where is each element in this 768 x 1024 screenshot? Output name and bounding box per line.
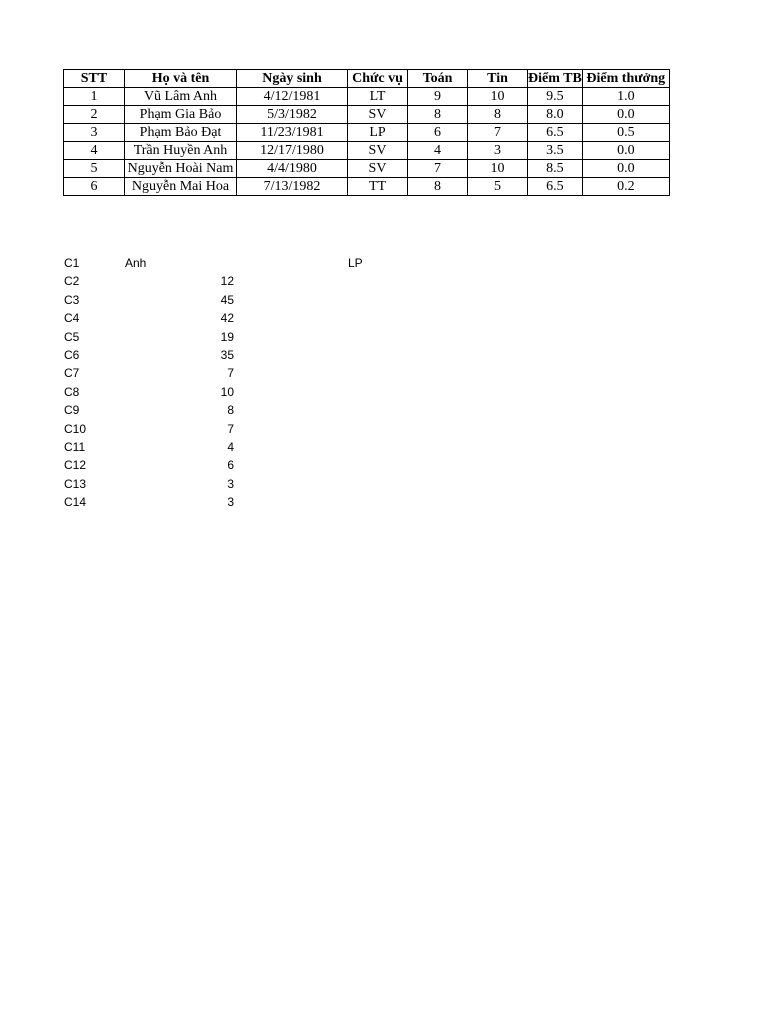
cell-informatics[interactable]: 10 <box>468 88 528 106</box>
result-label[interactable]: C12 <box>64 458 87 473</box>
header-stt[interactable]: STT <box>64 70 125 88</box>
header-average[interactable]: Điểm TB <box>528 71 582 86</box>
cell-birthdate[interactable]: 12/17/1980 <box>237 142 348 160</box>
cell-stt[interactable]: 3 <box>64 124 125 142</box>
header-name[interactable]: Họ và tên <box>125 70 237 88</box>
cell-average[interactable]: 6.5 <box>528 178 583 196</box>
result-label[interactable]: C8 <box>64 384 80 399</box>
header-bonus[interactable]: Điểm thưởng <box>582 70 669 88</box>
cell-name[interactable]: Nguyễn Mai Hoa <box>125 178 237 196</box>
cell-stt[interactable]: 2 <box>64 106 125 124</box>
cell-bonus[interactable]: 0.0 <box>582 160 669 178</box>
result-label[interactable]: C5 <box>64 329 80 344</box>
cell-informatics[interactable]: 10 <box>468 160 528 178</box>
cell-math[interactable]: 6 <box>408 124 468 142</box>
result-label[interactable]: C4 <box>64 311 80 326</box>
cell-bonus[interactable]: 0.0 <box>582 106 669 124</box>
result-label[interactable]: C7 <box>64 366 80 381</box>
cell-stt[interactable]: 5 <box>64 160 125 178</box>
result-value[interactable]: 35 <box>220 347 234 362</box>
cell-name[interactable]: Vũ Lâm Anh <box>125 88 237 106</box>
cell-position[interactable]: SV <box>348 160 408 178</box>
result-value[interactable]: 12 <box>220 274 234 289</box>
cell-informatics[interactable]: 7 <box>468 124 528 142</box>
cell-average[interactable]: 6.5 <box>528 124 583 142</box>
cell-position[interactable]: SV <box>348 142 408 160</box>
result-value[interactable]: 10 <box>220 384 234 399</box>
result-value[interactable]: 8 <box>227 403 234 418</box>
result-value[interactable]: 3 <box>227 495 234 510</box>
cell-birthdate[interactable]: 4/4/1980 <box>237 160 348 178</box>
cell-bonus[interactable]: 0.0 <box>582 142 669 160</box>
result-label[interactable]: C2 <box>64 274 80 289</box>
result-label[interactable]: C1 <box>64 256 80 270</box>
cell-stt[interactable]: 6 <box>64 178 125 196</box>
result-value[interactable]: 42 <box>220 311 234 326</box>
cell-birthdate[interactable]: 4/12/1981 <box>237 88 348 106</box>
table-row <box>64 178 670 196</box>
cell-math[interactable]: 4 <box>408 142 468 160</box>
result-value[interactable]: 4 <box>227 439 234 454</box>
table-row <box>64 106 670 124</box>
result-value[interactable]: 7 <box>227 366 234 381</box>
result-value[interactable]: 19 <box>220 329 234 344</box>
cell-name[interactable]: Trần Huyền Anh <box>125 142 237 160</box>
cell-position[interactable]: LP <box>348 124 408 142</box>
cell-bonus[interactable]: 0.2 <box>582 178 669 196</box>
result-value-anh[interactable]: Anh <box>125 256 147 270</box>
result-label[interactable]: C6 <box>64 347 80 362</box>
header-informatics[interactable]: Tin <box>468 70 528 88</box>
table-header-row <box>64 70 670 88</box>
result-value[interactable]: 7 <box>227 421 234 436</box>
cell-birthdate[interactable]: 11/23/1981 <box>237 124 348 142</box>
result-value-lp[interactable]: LP <box>348 256 363 270</box>
cell-stt[interactable]: 1 <box>64 88 125 106</box>
cell-average[interactable]: 3.5 <box>528 142 583 160</box>
result-label[interactable]: C9 <box>64 403 80 418</box>
cell-average[interactable]: 8.0 <box>528 106 583 124</box>
cell-position[interactable]: SV <box>348 106 408 124</box>
table-row <box>64 88 670 106</box>
header-position[interactable]: Chức vụ <box>348 70 408 88</box>
result-label[interactable]: C11 <box>64 439 86 454</box>
header-birthdate[interactable]: Ngày sinh <box>237 70 348 88</box>
cell-informatics[interactable]: 5 <box>468 178 528 196</box>
cell-position[interactable]: TT <box>348 178 408 196</box>
cell-name[interactable]: Phạm Bảo Đạt <box>125 124 237 142</box>
cell-name[interactable]: Nguyễn Hoài Nam <box>125 160 237 178</box>
student-table <box>63 69 670 196</box>
result-value[interactable]: 45 <box>220 292 234 307</box>
cell-average[interactable]: 9.5 <box>528 88 583 106</box>
cell-stt[interactable]: 4 <box>64 142 125 160</box>
cell-bonus[interactable]: 0.5 <box>582 124 669 142</box>
cell-informatics[interactable]: 8 <box>468 106 528 124</box>
table-row <box>64 160 670 178</box>
result-label[interactable]: C10 <box>64 421 87 436</box>
cell-informatics[interactable]: 3 <box>468 142 528 160</box>
cell-name[interactable]: Phạm Gia Bảo <box>125 106 237 124</box>
result-label[interactable]: C14 <box>64 495 87 510</box>
cell-bonus[interactable]: 1.0 <box>582 88 669 106</box>
table-row <box>64 142 670 160</box>
result-value[interactable]: 6 <box>227 458 234 473</box>
cell-birthdate[interactable]: 7/13/1982 <box>237 178 348 196</box>
header-math[interactable]: Toán <box>408 70 468 88</box>
result-value[interactable]: 3 <box>227 476 234 491</box>
cell-math[interactable]: 9 <box>408 88 468 106</box>
cell-position[interactable]: LT <box>348 88 408 106</box>
table-row <box>64 124 670 142</box>
cell-math[interactable]: 8 <box>408 178 468 196</box>
cell-math[interactable]: 7 <box>408 160 468 178</box>
cell-birthdate[interactable]: 5/3/1982 <box>237 106 348 124</box>
cell-math[interactable]: 8 <box>408 106 468 124</box>
cell-average[interactable]: 8.5 <box>528 160 583 178</box>
result-label[interactable]: C3 <box>64 292 80 307</box>
result-label[interactable]: C13 <box>64 476 87 491</box>
